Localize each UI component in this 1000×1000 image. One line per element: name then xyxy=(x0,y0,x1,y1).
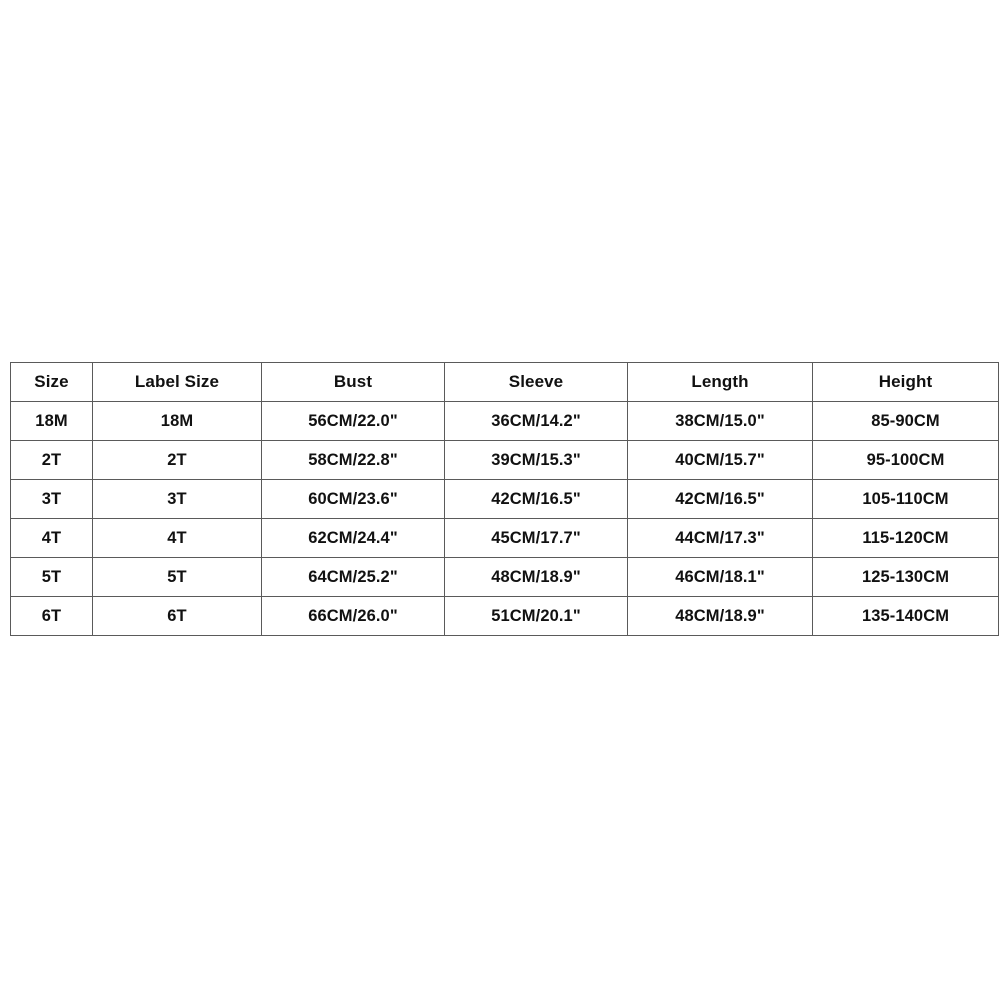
header-sleeve: Sleeve xyxy=(445,363,628,402)
table-row xyxy=(11,558,999,597)
cell-label-size: 4T xyxy=(93,519,262,558)
size-chart-table xyxy=(10,362,999,636)
cell-sleeve: 42CM/16.5" xyxy=(445,480,628,519)
cell-length: 46CM/18.1" xyxy=(628,558,813,597)
cell-size: 6T xyxy=(11,597,93,636)
cell-size: 2T xyxy=(11,441,93,480)
cell-bust: 56CM/22.0" xyxy=(262,402,445,441)
cell-height: 115-120CM xyxy=(813,519,999,558)
cell-sleeve: 36CM/14.2" xyxy=(445,402,628,441)
header-size: Size xyxy=(11,363,93,402)
cell-height: 105-110CM xyxy=(813,480,999,519)
cell-length: 40CM/15.7" xyxy=(628,441,813,480)
cell-label-size: 18M xyxy=(93,402,262,441)
cell-sleeve: 51CM/20.1" xyxy=(445,597,628,636)
cell-length: 44CM/17.3" xyxy=(628,519,813,558)
table-row xyxy=(11,597,999,636)
table-row xyxy=(11,519,999,558)
cell-label-size: 3T xyxy=(93,480,262,519)
header-label-size: Label Size xyxy=(93,363,262,402)
cell-sleeve: 39CM/15.3" xyxy=(445,441,628,480)
cell-bust: 66CM/26.0" xyxy=(262,597,445,636)
cell-height: 85-90CM xyxy=(813,402,999,441)
header-length: Length xyxy=(628,363,813,402)
cell-bust: 60CM/23.6" xyxy=(262,480,445,519)
cell-bust: 58CM/22.8" xyxy=(262,441,445,480)
cell-size: 18M xyxy=(11,402,93,441)
cell-sleeve: 45CM/17.7" xyxy=(445,519,628,558)
header-height: Height xyxy=(813,363,999,402)
cell-length: 48CM/18.9" xyxy=(628,597,813,636)
table-row xyxy=(11,402,999,441)
cell-label-size: 6T xyxy=(93,597,262,636)
table-header-row xyxy=(11,363,999,402)
cell-sleeve: 48CM/18.9" xyxy=(445,558,628,597)
header-bust: Bust xyxy=(262,363,445,402)
cell-size: 5T xyxy=(11,558,93,597)
cell-height: 135-140CM xyxy=(813,597,999,636)
cell-size: 3T xyxy=(11,480,93,519)
cell-bust: 64CM/25.2" xyxy=(262,558,445,597)
table-row xyxy=(11,441,999,480)
cell-height: 95-100CM xyxy=(813,441,999,480)
cell-length: 38CM/15.0" xyxy=(628,402,813,441)
cell-label-size: 2T xyxy=(93,441,262,480)
cell-length: 42CM/16.5" xyxy=(628,480,813,519)
cell-height: 125-130CM xyxy=(813,558,999,597)
table-row xyxy=(11,480,999,519)
cell-size: 4T xyxy=(11,519,93,558)
cell-bust: 62CM/24.4" xyxy=(262,519,445,558)
cell-label-size: 5T xyxy=(93,558,262,597)
